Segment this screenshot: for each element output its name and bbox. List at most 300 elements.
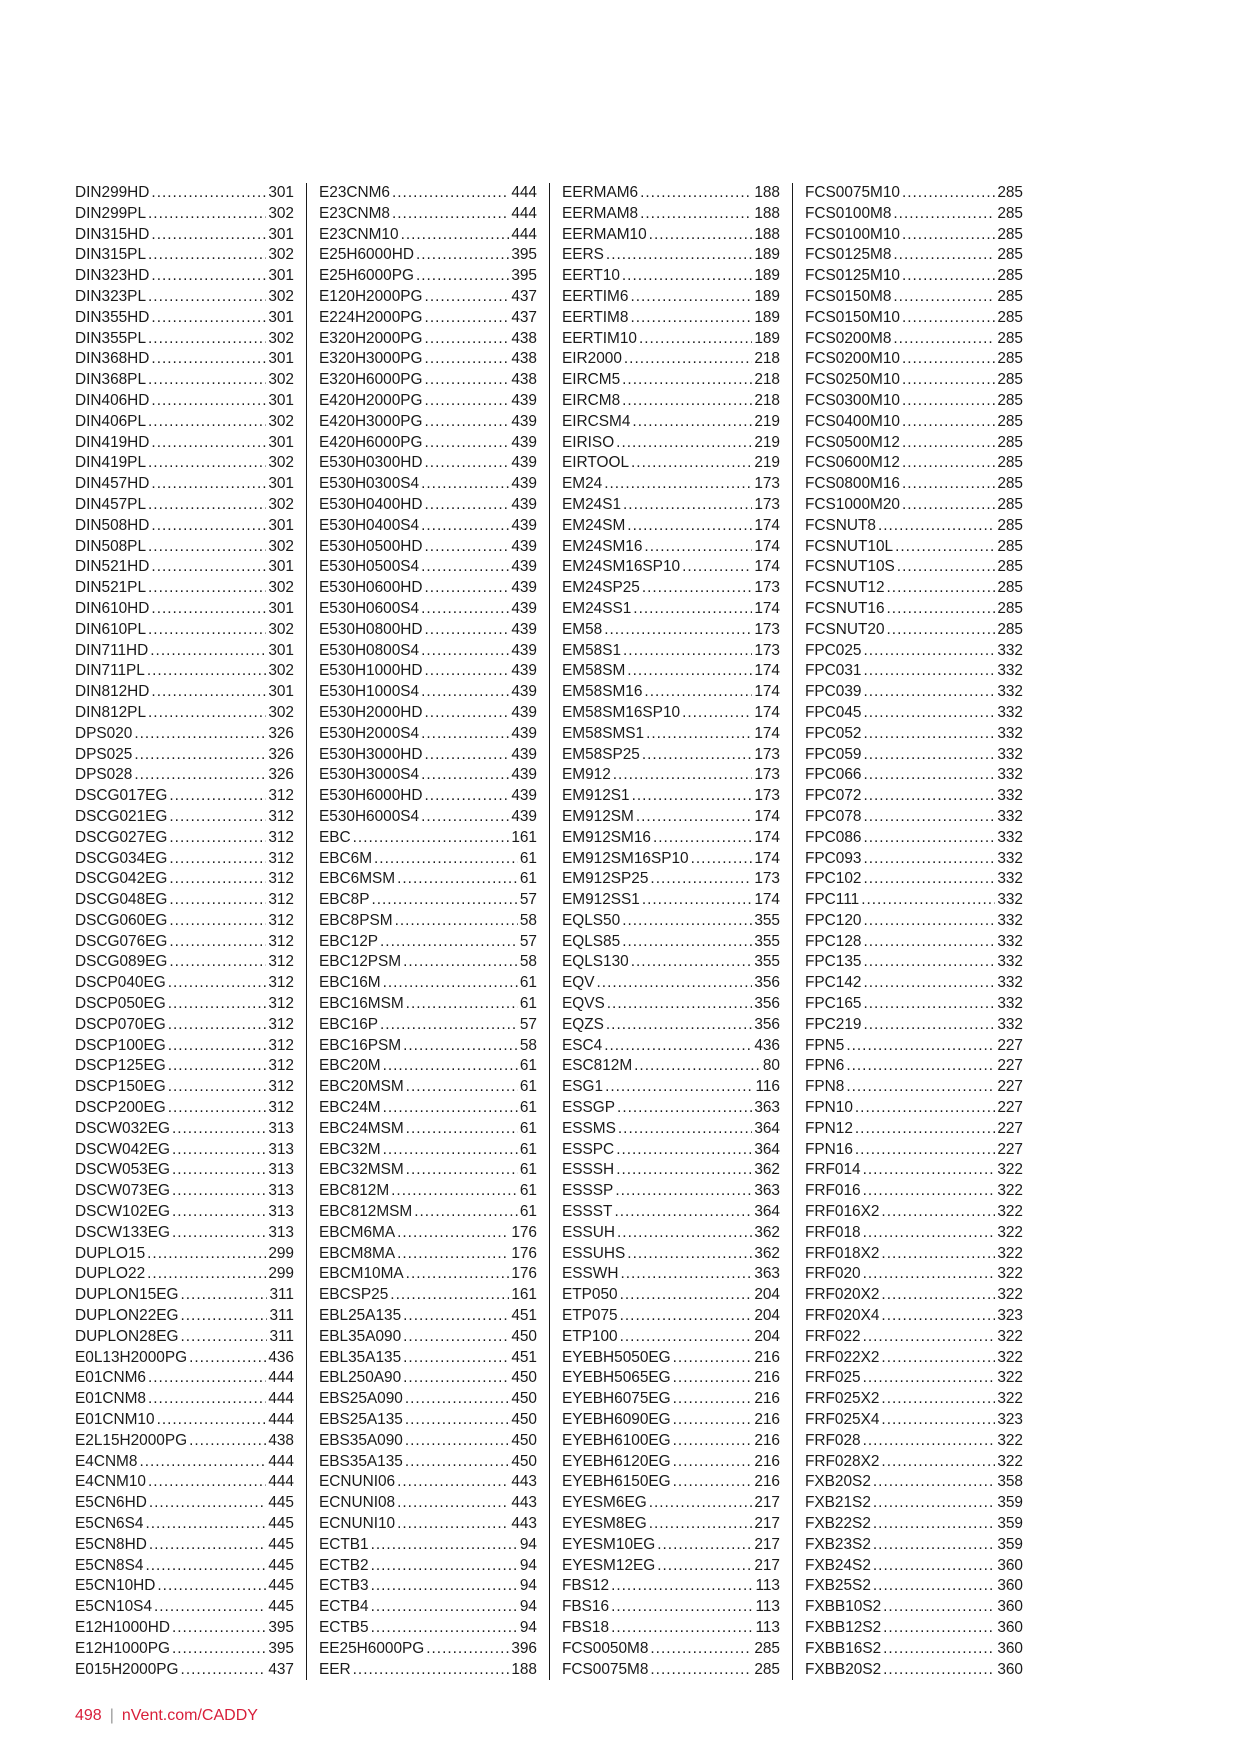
index-entry [805, 1119, 1023, 1140]
page-reference: 322 [997, 1348, 1023, 1366]
dot-leader [151, 225, 266, 246]
part-number: DSCP050EG [75, 995, 166, 1013]
part-number: EM912SM16 [562, 828, 651, 846]
dot-leader [649, 1514, 753, 1535]
part-number: E015H2000PG [75, 1660, 179, 1678]
index-entry [75, 1410, 294, 1431]
part-number: ESC812M [562, 1057, 633, 1075]
index-entry [319, 1618, 537, 1639]
part-number: E5CN6HD [75, 1494, 147, 1512]
dot-leader [881, 1285, 995, 1306]
dot-leader [887, 599, 996, 620]
index-entry [805, 537, 1023, 558]
dot-leader [403, 1306, 509, 1327]
dot-leader [873, 1535, 995, 1556]
page-reference: 216 [754, 1452, 780, 1470]
index-entry [75, 370, 294, 391]
part-number: EBCSP25 [319, 1286, 389, 1304]
part-number: FRF028X2 [805, 1452, 880, 1470]
page-reference: 302 [268, 454, 294, 472]
index-entry [805, 1264, 1023, 1285]
page-reference: 301 [268, 475, 294, 493]
page-reference: 94 [519, 1598, 537, 1616]
dot-leader [374, 849, 518, 870]
dot-leader [883, 1618, 995, 1639]
part-number: DUPLO22 [75, 1265, 146, 1283]
index-entry [805, 849, 1023, 870]
part-number: ESG1 [562, 1078, 604, 1096]
part-number: DSCP125EG [75, 1057, 166, 1075]
dot-leader [863, 849, 995, 870]
page-reference: 439 [511, 412, 537, 430]
dot-leader [168, 1098, 267, 1119]
index-entry [319, 1597, 537, 1618]
page-reference: 444 [268, 1473, 294, 1491]
page-reference: 285 [997, 204, 1023, 222]
dot-leader [371, 1535, 518, 1556]
index-entry [319, 1264, 537, 1285]
dot-leader [371, 1618, 518, 1639]
page-reference: 301 [268, 225, 294, 243]
index-entry [75, 183, 294, 204]
page-reference: 301 [268, 308, 294, 326]
part-number: E12H1000PG [75, 1639, 170, 1657]
dot-leader [371, 1597, 518, 1618]
dot-leader [873, 1514, 995, 1535]
part-number: EERMAM10 [562, 225, 647, 243]
page-reference: 313 [268, 1140, 294, 1158]
page-reference: 174 [754, 849, 780, 867]
dot-leader [425, 703, 510, 724]
index-entry [805, 287, 1023, 308]
page-reference: 451 [511, 1307, 537, 1325]
dot-leader [145, 1514, 266, 1535]
dot-leader [883, 1639, 995, 1660]
page-reference: 311 [269, 1327, 294, 1345]
page-reference: 444 [511, 204, 537, 222]
dot-leader [902, 370, 995, 391]
dot-leader [403, 952, 518, 973]
index-entry [805, 1618, 1023, 1639]
index-entry [562, 495, 780, 516]
page-reference: 285 [997, 433, 1023, 451]
dot-leader [134, 765, 266, 786]
page-reference: 439 [511, 620, 537, 638]
index-entry [562, 474, 780, 495]
index-entry [562, 932, 780, 953]
part-number: DIN521HD [75, 558, 150, 576]
page-reference: 301 [268, 267, 294, 285]
dot-leader [405, 1431, 509, 1452]
dot-leader [172, 1202, 266, 1223]
dot-leader [425, 329, 510, 350]
part-number: FCS0200M8 [805, 329, 892, 347]
index-entry [75, 1348, 294, 1369]
index-entry [75, 474, 294, 495]
part-number: E01CNM8 [75, 1390, 146, 1408]
part-number: FCSNUT20 [805, 620, 885, 638]
dot-leader [873, 1556, 995, 1577]
page-reference: 439 [511, 579, 537, 597]
page-reference: 312 [268, 1015, 294, 1033]
index-entry [319, 973, 537, 994]
part-number: E530H0800S4 [319, 641, 420, 659]
index-entry [562, 1368, 780, 1389]
page-reference: 174 [754, 558, 780, 576]
part-number: EBCM10MA [319, 1265, 404, 1283]
dot-leader [148, 453, 266, 474]
part-number: E12H1000HD [75, 1618, 170, 1636]
index-entry [805, 204, 1023, 225]
part-number: FPC111 [805, 891, 860, 909]
page-reference: 356 [754, 995, 780, 1013]
dot-leader [168, 973, 267, 994]
page-reference: 216 [754, 1411, 780, 1429]
page-reference: 173 [754, 495, 780, 513]
page-reference: 322 [997, 1223, 1023, 1241]
page-reference: 332 [997, 1015, 1023, 1033]
dot-leader [615, 1181, 752, 1202]
index-entry [319, 266, 537, 287]
part-number: DSCW102EG [75, 1203, 170, 1221]
dot-leader [403, 1348, 509, 1369]
part-number: DIN812HD [75, 683, 150, 701]
page-reference: 80 [762, 1057, 780, 1075]
dot-leader [421, 641, 509, 662]
part-number: E530H0400S4 [319, 516, 420, 534]
index-entry [319, 724, 537, 745]
page-reference: 363 [754, 1265, 780, 1283]
part-number: EM58SM [562, 662, 626, 680]
part-number: FBS16 [562, 1598, 610, 1616]
page-reference: 57 [519, 932, 537, 950]
dot-leader [406, 1264, 510, 1285]
dot-leader [863, 1223, 996, 1244]
index-entry [75, 973, 294, 994]
dot-leader [682, 557, 752, 578]
index-entry [75, 682, 294, 703]
page-reference: 438 [511, 329, 537, 347]
index-entry [562, 578, 780, 599]
dot-leader [353, 828, 510, 849]
page-reference: 227 [997, 1036, 1023, 1054]
dot-leader [147, 1244, 266, 1265]
dot-leader [605, 1077, 753, 1098]
part-number: ESSPC [562, 1140, 615, 1158]
index-entry [75, 828, 294, 849]
page-reference: 285 [997, 537, 1023, 555]
dot-leader [673, 1431, 753, 1452]
dot-leader [627, 661, 752, 682]
part-number: EBC8PSM [319, 911, 393, 929]
dot-leader [863, 1181, 996, 1202]
index-entry [562, 1576, 780, 1597]
index-entry [562, 537, 780, 558]
page-reference: 437 [511, 308, 537, 326]
index-entry [562, 1410, 780, 1431]
page-reference: 312 [268, 828, 294, 846]
index-entry [319, 1493, 537, 1514]
part-number: FPC052 [805, 724, 862, 742]
index-entry [562, 245, 780, 266]
index-entry [319, 287, 537, 308]
dot-leader [673, 1452, 753, 1473]
part-number: EQLS85 [562, 932, 621, 950]
index-entry [805, 1056, 1023, 1077]
part-number: FPC142 [805, 974, 862, 992]
dot-leader [157, 1576, 266, 1597]
page-reference: 174 [754, 724, 780, 742]
index-entry [805, 1535, 1023, 1556]
part-number: EERTIM10 [562, 329, 637, 347]
page-reference: 57 [519, 891, 537, 909]
index-entry [319, 682, 537, 703]
part-number: E530H2000HD [319, 703, 423, 721]
dot-leader [863, 869, 995, 890]
page-reference: 332 [997, 766, 1023, 784]
index-entry [75, 1036, 294, 1057]
part-number: FPC093 [805, 849, 862, 867]
part-number: E530H0600S4 [319, 599, 420, 617]
page-reference: 301 [268, 391, 294, 409]
index-entry [75, 308, 294, 329]
page-reference: 113 [755, 1577, 780, 1595]
dot-leader [863, 973, 995, 994]
page-reference: 188 [511, 1660, 537, 1678]
dot-leader [189, 1348, 266, 1369]
part-number: EYESM6EG [562, 1494, 647, 1512]
dot-leader [631, 952, 753, 973]
index-entry [75, 453, 294, 474]
part-number: DIN406HD [75, 391, 150, 409]
dot-leader [151, 391, 266, 412]
dot-leader [855, 1140, 995, 1161]
page-reference: 395 [511, 267, 537, 285]
part-number: FXBB10S2 [805, 1598, 882, 1616]
dot-leader [682, 703, 752, 724]
index-entry [319, 869, 537, 890]
index-entry [319, 1576, 537, 1597]
index-entry [562, 557, 780, 578]
dot-leader [425, 433, 510, 454]
index-entry [805, 786, 1023, 807]
dot-leader [421, 557, 509, 578]
part-number: DSCG017EG [75, 787, 168, 805]
page-reference: 443 [511, 1494, 537, 1512]
index-entry [805, 516, 1023, 537]
page-reference: 312 [268, 807, 294, 825]
index-entry [562, 183, 780, 204]
index-entry [319, 849, 537, 870]
page-reference: 61 [519, 849, 537, 867]
part-number: FCS1000M20 [805, 495, 900, 513]
index-entry [75, 849, 294, 870]
page-reference: 176 [511, 1244, 537, 1262]
part-number: FRF020X4 [805, 1307, 880, 1325]
page-reference: 173 [754, 641, 780, 659]
part-number: EE25H6000PG [319, 1639, 425, 1657]
part-number: EBL35A135 [319, 1348, 402, 1366]
page-reference: 285 [997, 454, 1023, 472]
part-number: EYEBH5050EG [562, 1348, 671, 1366]
part-number: EIRCSM4 [562, 412, 631, 430]
part-number: EBC812M [319, 1182, 390, 1200]
index-entry [319, 433, 537, 454]
part-number: E23CNM6 [319, 184, 390, 201]
part-number: FPN12 [805, 1119, 853, 1137]
page-reference: 285 [997, 495, 1023, 513]
index-entry [805, 183, 1023, 204]
index-column-2 [306, 183, 549, 1680]
index-entry [319, 932, 537, 953]
part-number: EERT10 [562, 267, 620, 285]
dot-leader [863, 828, 995, 849]
dot-leader [380, 1015, 518, 1036]
part-number: EM58 [562, 620, 603, 638]
index-entry [319, 1202, 537, 1223]
page-reference: 332 [997, 974, 1023, 992]
dot-leader [426, 1639, 509, 1660]
part-number: FCS0050M8 [562, 1639, 649, 1657]
index-entry [562, 391, 780, 412]
part-number: E530H6000S4 [319, 807, 420, 825]
dot-leader [151, 349, 266, 370]
page-reference: 174 [754, 662, 780, 680]
index-entry [562, 1660, 780, 1681]
part-number: EM58SM16 [562, 683, 643, 701]
index-entry [562, 329, 780, 350]
page-reference: 188 [754, 204, 780, 222]
page-reference: 359 [997, 1535, 1023, 1553]
dot-leader [893, 287, 995, 308]
page-reference: 227 [997, 1099, 1023, 1117]
dot-leader [650, 1660, 752, 1681]
dot-leader [873, 1576, 995, 1597]
part-number: FRF018 [805, 1223, 861, 1241]
dot-leader [169, 849, 266, 870]
page-reference: 173 [754, 766, 780, 784]
part-number: FCS0250M10 [805, 371, 900, 389]
index-entry [805, 641, 1023, 662]
index-entry [805, 1389, 1023, 1410]
dot-leader [148, 1472, 266, 1493]
index-entry [805, 973, 1023, 994]
page-reference: 301 [268, 558, 294, 576]
page-reference: 438 [268, 1431, 294, 1449]
dot-leader [883, 1660, 995, 1681]
page-reference: 189 [754, 329, 780, 347]
dot-leader [134, 745, 266, 766]
dot-leader [642, 745, 752, 766]
dot-leader [644, 537, 752, 558]
page-reference: 301 [268, 683, 294, 701]
index-entry [75, 1514, 294, 1535]
dot-leader [863, 1160, 996, 1181]
dot-leader [887, 578, 996, 599]
dot-leader [148, 703, 266, 724]
page-reference: 174 [754, 516, 780, 534]
index-entry [75, 952, 294, 973]
page-reference: 326 [268, 724, 294, 742]
part-number: FRF025X2 [805, 1390, 880, 1408]
part-number: DSCG027EG [75, 828, 168, 846]
dot-leader [863, 952, 995, 973]
dot-leader [383, 1056, 518, 1077]
dot-leader [169, 952, 266, 973]
dot-leader [622, 266, 752, 287]
index-entry [562, 453, 780, 474]
part-number: E320H3000PG [319, 350, 423, 368]
page-reference: 174 [754, 537, 780, 555]
index-entry [562, 1493, 780, 1514]
part-number: FXB21S2 [805, 1494, 871, 1512]
dot-leader [630, 287, 752, 308]
footer-site-link[interactable]: nVent.com/CADDY [121, 1707, 258, 1724]
part-number: ECTB3 [319, 1577, 369, 1595]
page-reference: 285 [997, 225, 1023, 243]
page-reference: 189 [754, 308, 780, 326]
part-number: ETP100 [562, 1327, 618, 1345]
index-entry [562, 828, 780, 849]
part-number: EIR2000 [562, 350, 622, 368]
part-number: FCSNUT10S [805, 558, 895, 576]
part-number: E320H2000PG [319, 329, 423, 347]
dot-leader [371, 890, 517, 911]
part-number: DPS028 [75, 766, 133, 784]
part-number: DUPLON28EG [75, 1327, 179, 1345]
index-entry [805, 1431, 1023, 1452]
index-entry [75, 1472, 294, 1493]
dot-leader [380, 932, 518, 953]
dot-leader [895, 537, 995, 558]
page-reference: 312 [268, 911, 294, 929]
index-entry [562, 1618, 780, 1639]
dot-leader [881, 1244, 995, 1265]
page-reference: 285 [997, 329, 1023, 347]
part-number: DIN508HD [75, 516, 150, 534]
page-reference: 445 [268, 1598, 294, 1616]
index-entry [805, 1472, 1023, 1493]
page-reference: 312 [268, 995, 294, 1013]
index-entry [805, 661, 1023, 682]
index-entry [75, 1244, 294, 1265]
part-number: DSCG076EG [75, 932, 168, 950]
dot-leader [846, 1056, 995, 1077]
part-number: E530H1000HD [319, 662, 423, 680]
page-reference: 312 [268, 891, 294, 909]
index-entry [562, 1348, 780, 1369]
dot-leader [649, 1493, 753, 1514]
page-reference: 322 [997, 1161, 1023, 1179]
page-reference: 227 [997, 1140, 1023, 1158]
part-number: FPC102 [805, 870, 862, 888]
dot-leader [673, 1472, 753, 1493]
part-number: EQVS [562, 995, 605, 1013]
part-number: E120H2000PG [319, 287, 423, 305]
page-reference: 302 [268, 246, 294, 264]
part-number: DIN711HD [75, 641, 149, 659]
page-reference: 322 [997, 1244, 1023, 1262]
page-reference: 322 [997, 1265, 1023, 1283]
page-reference: 217 [754, 1556, 780, 1574]
part-number: FCS0125M10 [805, 267, 900, 285]
dot-leader [863, 765, 995, 786]
index-entry [75, 1368, 294, 1389]
page-reference: 285 [997, 287, 1023, 305]
index-entry [562, 952, 780, 973]
index-entry [805, 1348, 1023, 1369]
index-entry [319, 828, 537, 849]
